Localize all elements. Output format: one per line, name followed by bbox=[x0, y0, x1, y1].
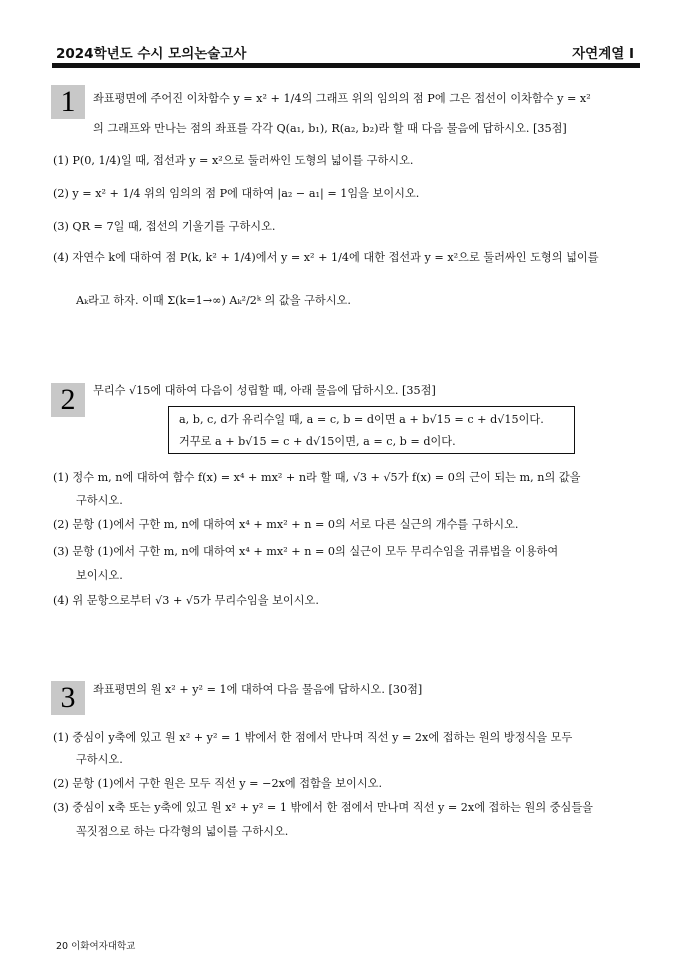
problem-2-question-1-line2: 구하시오. bbox=[76, 494, 123, 507]
exam-title: 2024학년도 수시 모의논술고사 bbox=[56, 46, 247, 62]
problem-1-number: 1 bbox=[51, 85, 85, 119]
problem-3-question-1-line1: (1) 중심이 y축에 있고 원 x² + y² = 1 밖에서 한 점에서 만나며 직선 y = 2x에 접하는 원의 방정식을 모두 bbox=[53, 731, 573, 744]
condition-box bbox=[168, 406, 575, 454]
problem-1-question-4-line2: Aₖ라고 하자. 이때 Σ(k=1→∞) Aₖ²/2ᵏ 의 값을 구하시오. bbox=[76, 294, 351, 307]
section-label: 자연계열 I bbox=[572, 46, 634, 62]
problem-1-intro-line1: 좌표평면에 주어진 이차함수 y = x² + 1/4의 그래프 위의 임의의 점 P에 그은 접선이 이차함수 y = x² bbox=[93, 92, 591, 105]
problem-3-question-2: (2) 문항 (1)에서 구한 원은 모두 직선 y = −2x에 접함을 보이시오. bbox=[53, 777, 383, 790]
problem-2-question-2: (2) 문항 (1)에서 구한 m, n에 대하여 x⁴ + mx² + n = 0의 서로 다른 실근의 개수를 구하시오. bbox=[53, 518, 519, 531]
page-footer: 20 이화여자대학교 bbox=[56, 941, 136, 952]
problem-1-question-1: (1) P(0, 1/4)일 때, 접선과 y = x²으로 둘러싸인 도형의 넓이를 구하시오. bbox=[53, 154, 414, 167]
problem-2-intro: 무리수 √15에 대하여 다음이 성립할 때, 아래 물음에 답하시오. [35점] bbox=[93, 384, 436, 397]
problem-2-question-1-line1: (1) 정수 m, n에 대하여 함수 f(x) = x⁴ + mx² + n라 할 때, √3 + √5가 f(x) = 0의 근이 되는 m, n의 값을 bbox=[53, 471, 581, 484]
problem-3-intro: 좌표평면의 원 x² + y² = 1에 대하여 다음 물음에 답하시오. [30점] bbox=[93, 683, 423, 696]
problem-1-question-4-line1: (4) 자연수 k에 대하여 점 P(k, k² + 1/4)에서 y = x² + 1/4에 대한 접선과 y = x²으로 둘러싸인 도형의 넓이를 bbox=[53, 251, 599, 264]
problem-2-question-3-line1: (3) 문항 (1)에서 구한 m, n에 대하여 x⁴ + mx² + n = 0의 실근이 모두 무리수임을 귀류법을 이용하여 bbox=[53, 545, 559, 558]
page-header bbox=[56, 42, 634, 62]
problem-1-question-3: (3) QR = 7일 때, 접선의 기울기를 구하시오. bbox=[53, 220, 276, 233]
header-rule bbox=[52, 63, 640, 68]
problem-1-question-2: (2) y = x² + 1/4 위의 임의의 점 P에 대하여 |a₂ − a₁| = 1임을 보이시오. bbox=[53, 187, 420, 200]
problem-3-question-3-line1: (3) 중심이 x축 또는 y축에 있고 원 x² + y² = 1 밖에서 한 점에서 만나며 직선 y = 2x에 접하는 원의 중심들을 bbox=[53, 801, 593, 814]
problem-2-question-3-line2: 보이시오. bbox=[76, 569, 123, 582]
problem-3-question-3-line2: 꼭짓점으로 하는 다각형의 넓이를 구하시오. bbox=[76, 825, 289, 838]
condition-box-line1: a, b, c, d가 유리수일 때, a = c, b = d이면 a + b√15 = c + d√15이다. bbox=[179, 413, 544, 426]
problem-3-question-1-line2: 구하시오. bbox=[76, 753, 123, 766]
problem-2-question-4: (4) 위 문항으로부터 √3 + √5가 무리수임을 보이시오. bbox=[53, 594, 319, 607]
problem-1-intro-line2: 의 그래프와 만나는 점의 좌표를 각각 Q(a₁, b₁), R(a₂, b₂)라 할 때 다음 물음에 답하시오. [35점] bbox=[93, 122, 567, 135]
condition-box-line2: 거꾸로 a + b√15 = c + d√15이면, a = c, b = d이다. bbox=[179, 435, 456, 448]
problem-2-number: 2 bbox=[51, 383, 85, 417]
problem-3-number: 3 bbox=[51, 681, 85, 715]
